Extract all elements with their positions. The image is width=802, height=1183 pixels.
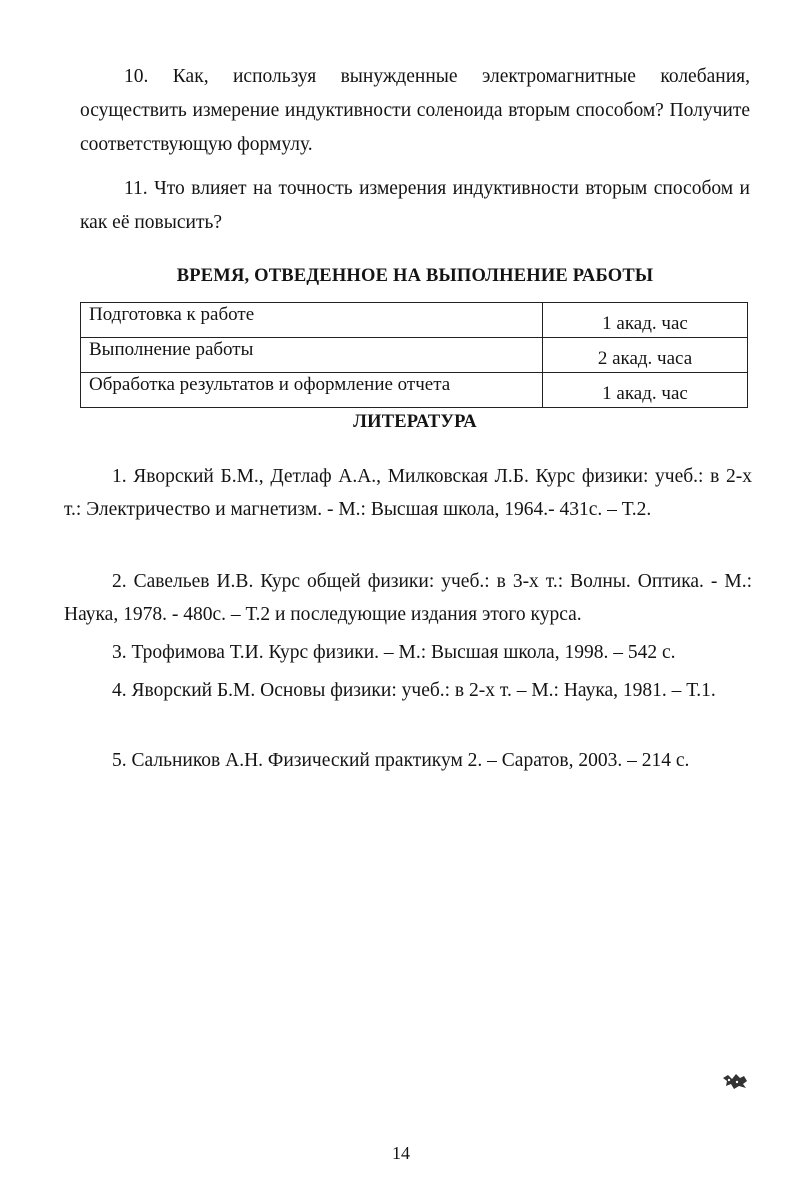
literature-item: 5. Сальников А.Н. Физический практикум 2. – Саратов, 2003. – 214 с. <box>112 750 690 771</box>
table-row <box>81 373 748 408</box>
literature-item: 3. Трофимова Т.И. Курс физики. – М.: Высшая школа, 1998. – 542 с. <box>112 642 676 663</box>
time-cell: 1 акад. час <box>543 373 748 408</box>
page-number: 14 <box>392 1143 410 1163</box>
literature-item: 1. Яворский Б.М., Детлаф А.А., Милковская Л.Б. Курс физики: учеб.: в 2-х т.: Электричество и магнетизм. - М.: Высшая школа, 1964.- 431с. – Т.2. <box>64 466 752 520</box>
table-row <box>81 338 748 373</box>
question-11: 11. Что влияет на точность измерения индуктивности вторым способом и как её повысить? <box>80 178 750 233</box>
scan-speck-mark <box>720 1070 750 1092</box>
time-table <box>80 302 748 408</box>
table-row <box>81 303 748 338</box>
literature-item: 4. Яворский Б.М. Основы физики: учеб.: в 2-х т. – М.: Наука, 1981. – Т.1. <box>112 680 716 701</box>
task-cell: Подготовка к работе <box>81 303 543 338</box>
literature-title: ЛИТЕРАТУРА <box>353 412 477 432</box>
task-cell: Выполнение работы <box>81 338 543 373</box>
time-section-title: ВРЕМЯ, ОТВЕДЕННОЕ НА ВЫПОЛНЕНИЕ РАБОТЫ <box>176 266 654 286</box>
time-cell: 1 акад. час <box>543 303 748 338</box>
question-10: 10. Как, используя вынужденные электромагнитные колебания, осуществить измерение индуктивности соленоида вторым способом? Получите соответствующую формулу. <box>80 66 750 155</box>
time-cell: 2 акад. часа <box>543 338 748 373</box>
literature-item: 2. Савельев И.В. Курс общей физики: учеб.: в 3-х т.: Волны. Оптика. - М.: Наука, 1978. - 480с. – Т.2 и последующие издания этого курса. <box>64 571 752 625</box>
task-cell: Обработка результатов и оформление отчета <box>81 373 543 408</box>
